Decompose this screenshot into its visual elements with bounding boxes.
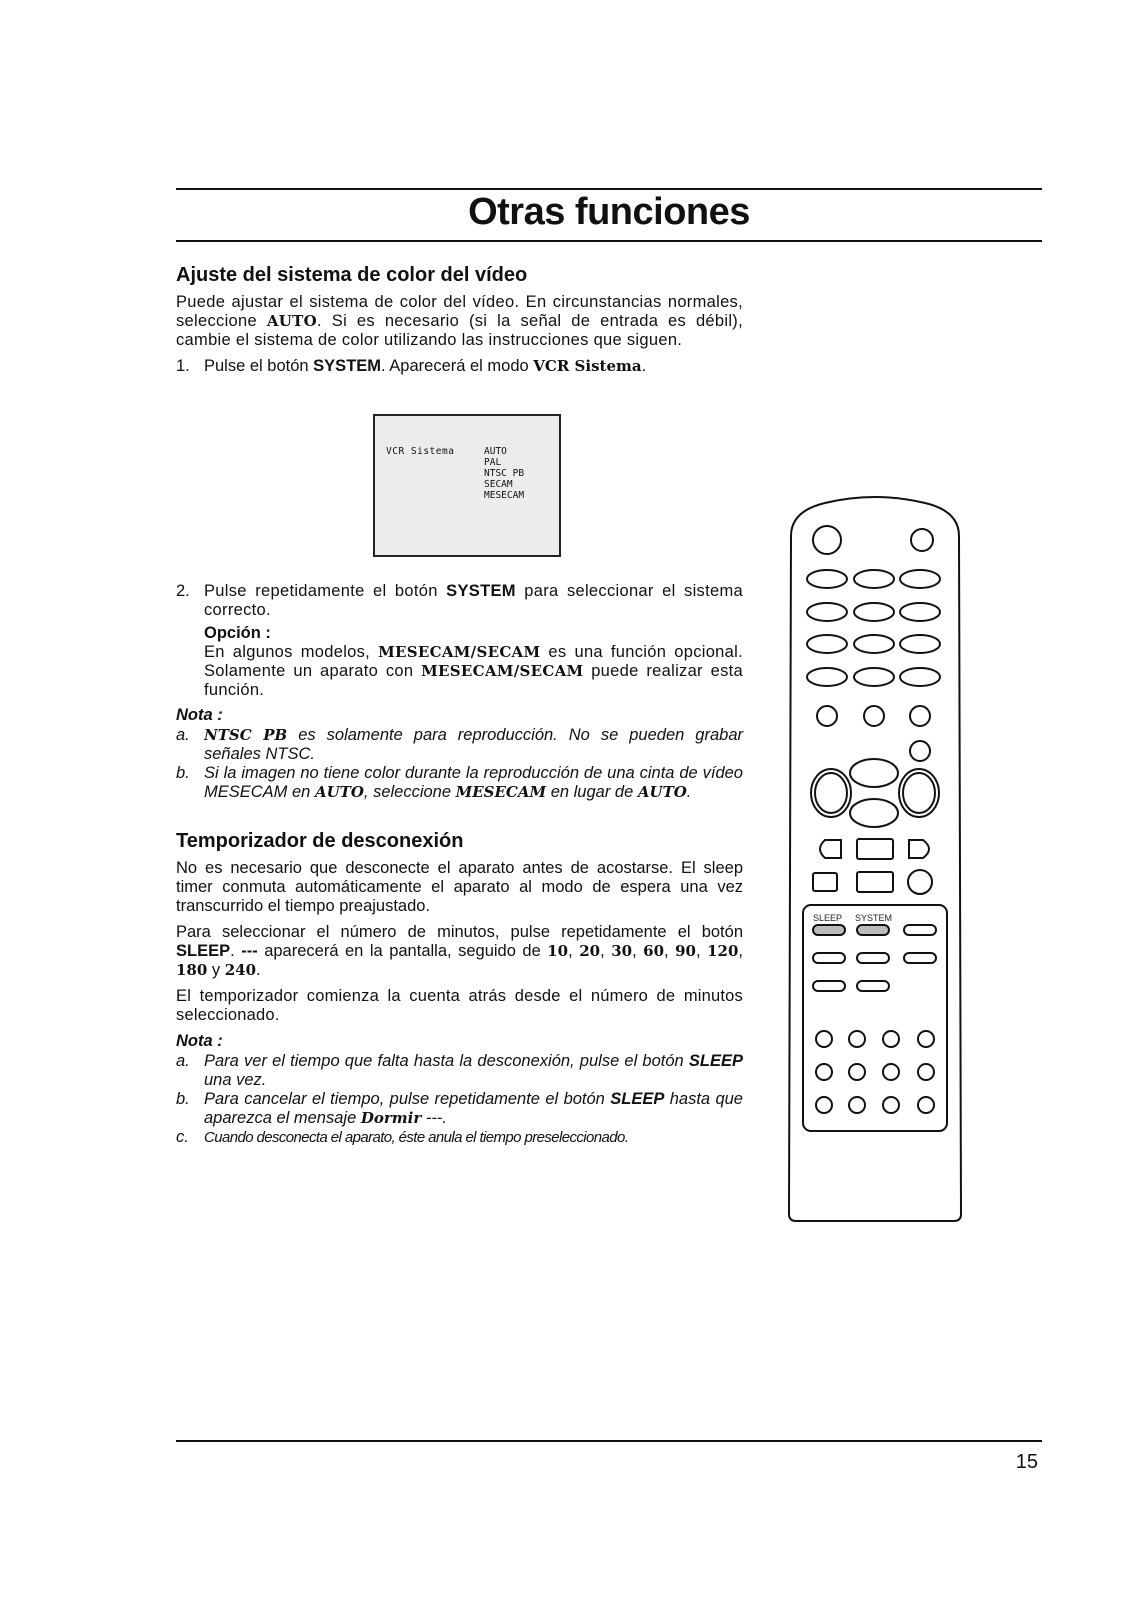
system-button: [857, 925, 889, 935]
nota-label: Nota :: [176, 706, 223, 724]
nota-item: b. Si la imagen no tiene color durante la reproducción de una cinta de vídeo MESECAM en AUTO, seleccione MESECAM en lugar de AUTO.: [176, 764, 743, 801]
sleep-paragraph-3: El temporizador comienza la cuenta atrás desde el número de minutos seleccionado.: [176, 987, 743, 1024]
nota-item: b. Para cancelar el tiempo, pulse repetidamente el botón SLEEP hasta que aparezca el mensaje Dormir ---.: [176, 1090, 743, 1127]
osd-screen: [373, 414, 561, 557]
section-heading: Temporizador de desconexión: [176, 830, 464, 852]
round-button-icon: [911, 529, 933, 551]
power-button-icon: [813, 526, 841, 554]
footer-rule: [176, 1440, 1042, 1442]
vcr-sistema-keyword: VCR Sistema: [533, 357, 642, 375]
opcion-label: Opción :: [204, 624, 271, 642]
navigation-cluster: [811, 759, 939, 827]
intro-paragraph: Puede ajustar el sistema de color del vídeo. En circunstancias normales, seleccione AUTO. Si es necesario (si la señal de entrada es débil), cambie el sistema de color utilizando las instrucciones que siguen.: [176, 293, 743, 349]
nota-item: c. Cuando desconecta el aparato, éste anula el tiempo preseleccionado.: [176, 1128, 629, 1146]
osd-option: PAL: [484, 457, 502, 468]
osd-option: AUTO: [484, 446, 507, 457]
title-rule: [176, 240, 1042, 242]
auto-keyword: AUTO: [266, 312, 317, 330]
sleep-label: SLEEP: [813, 913, 843, 923]
top-rule: [176, 188, 1042, 190]
system-button-ref: SYSTEM: [313, 357, 382, 375]
step-1: 1. Pulse el botón SYSTEM. Aparecerá el modo VCR Sistema.: [176, 357, 647, 375]
nota-item: a. Para ver el tiempo que falta hasta la desconexión, pulse el botón SLEEP una vez.: [176, 1052, 743, 1089]
nota-label: Nota :: [176, 1032, 223, 1050]
sleep-paragraph-2: Para seleccionar el número de minutos, pulse repetidamente el botón SLEEP. --- aparecerá en la pantalla, seguido de 10, 20, 30, 60, 90, 120, 180 y 240.: [176, 923, 743, 979]
osd-option: MESECAM: [484, 490, 525, 501]
osd-options: [484, 446, 524, 501]
section-color-system: [176, 266, 743, 382]
opcion-text: En algunos modelos, MESECAM/SECAM es una función opcional. Solamente un aparato con MESECAM/SECAM puede realizar esta función.: [204, 643, 743, 699]
step-2: 2. Pulse repetidamente el botón SYSTEM para seleccionar el sistema correcto.: [176, 582, 743, 619]
number-oval-buttons: [807, 570, 940, 686]
play-button-icon: [857, 839, 893, 859]
osd-label: VCR Sistema: [386, 446, 455, 457]
nota-item: a. NTSC PB es solamente para reproducción. No se pueden grabar señales NTSC.: [176, 726, 743, 763]
remote-control-illustration: [785, 491, 965, 1226]
page-title: Otras funciones: [468, 191, 750, 233]
page-number: 15: [1015, 1451, 1038, 1473]
small-round-buttons: [816, 1031, 934, 1113]
sleep-paragraph-1: No es necesario que desconecte el aparato antes de acostarse. El sleep timer conmuta automáticamente el aparato al modo de espera una vez transcurrido el tiempo preajustado.: [176, 859, 743, 915]
system-label: SYSTEM: [855, 913, 893, 923]
osd-option: NTSC PB: [484, 468, 525, 479]
section-color-system-cont: [176, 582, 743, 802]
forward-button-icon: [909, 840, 929, 858]
section-heading: Ajuste del sistema de color del vídeo: [176, 264, 528, 286]
section-sleep-timer: [176, 832, 743, 1147]
osd-option: SECAM: [484, 479, 513, 490]
rewind-button-icon: [820, 840, 841, 858]
sleep-button: [813, 925, 845, 935]
